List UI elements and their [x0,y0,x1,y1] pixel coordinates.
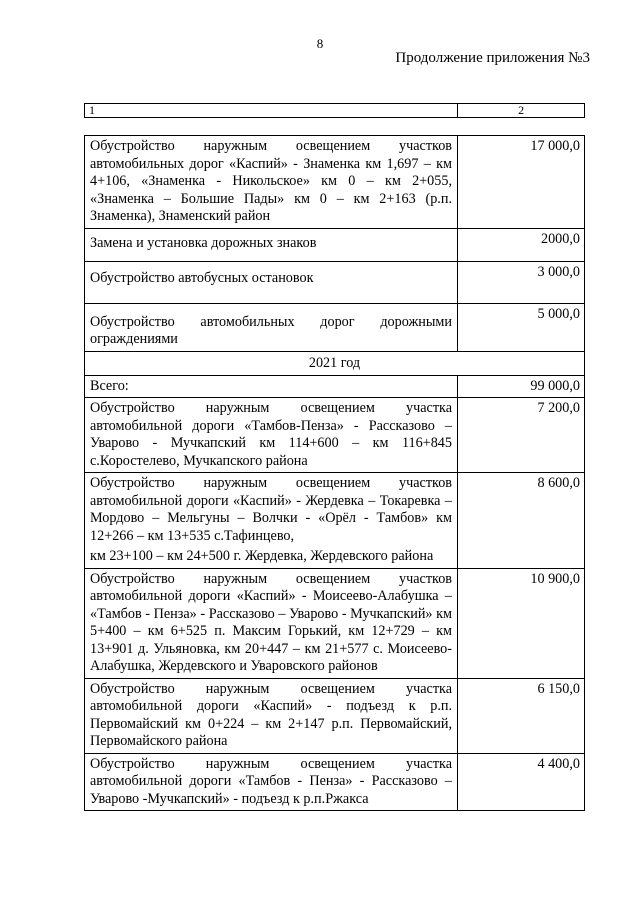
row-description-part1: Обустройство наружным освещением участков автомобильной дороги «Каспий» - Жердевка – Токаревка –Мордово – Мельгуны – Волчки - «Орёл - Тамбов» км 12+266 – км 13+535 с.Тафинцево, [90,475,452,544]
row-amount: 10 900,0 [458,568,585,678]
row-description: Обустройство наружным освещением участков автомобильных дорог «Каспий» - Знаменка км 1,697 – км 4+106, «Знаменка - Никольское» км 0 – км 2+055, «Знаменка – Большие Пады» км 0 – км 2+163 (р.п. Знаменка), Знаменский район [85,136,458,229]
row-amount: 8 600,0 [458,473,585,569]
funding-table [84,135,585,811]
row-description: Обустройство наружным освещением участка автомобильной дороги «Тамбов-Пенза» - Рассказово – Уварово - Мучкапский км 114+600 – км 116+845 с.Коростелево, Мучкапского района [85,398,458,473]
table-row [85,678,585,753]
row-amount: 7 200,0 [458,398,585,473]
row-amount: 17 000,0 [458,136,585,229]
year-heading-row [85,351,585,375]
table-header [84,103,585,118]
table-row [85,228,585,261]
table-row [85,136,585,229]
total-label: Всего: [85,375,458,398]
row-description: Обустройство наружным освещением участка автомобильной дороги «Тамбов - Пенза» - Рассказово – Уварово -Мучкапский» - подъезд к р.п.Ржакса [85,753,458,811]
page-number: 8 [316,36,324,51]
row-amount: 4 400,0 [458,753,585,811]
appendix-continuation-note: Продолжение приложения №3 [395,50,590,66]
row-description: Обустройство автомобильных дорог дорожными ограждениями [85,303,458,351]
table-row [85,473,585,569]
row-amount: 5 000,0 [458,303,585,351]
table-row [85,261,585,303]
row-description: Замена и установка дорожных знаков [85,228,458,261]
table-row [85,303,585,351]
row-description: Обустройство наружным освещением участков автомобильной дороги «Каспий» - Моисеево-Алабушка – «Тамбов - Пенза» - Рассказово – Уварово - Мучкапский» км 5+400 – км 6+525 п. Максим Горький, км 12+729 – км 13+901 д. Ульяновка, км 20+447 – км 21+577 с. Моисеево-Алабушка, Жердевского и Уваровского районов [85,568,458,678]
row-description [85,473,458,569]
row-description: Обустройство наружным освещением участка автомобильной дороги «Каспий» - подъезд к р.п. Первомайский км 0+224 – км 2+147 р.п. Первомайский, Первомайского района [85,678,458,753]
row-description: Обустройство автобусных остановок [85,261,458,303]
row-amount: 2000,0 [458,228,585,261]
table-row [85,753,585,811]
total-value: 99 000,0 [458,375,585,398]
total-row [85,375,585,398]
year-heading: 2021 год [85,351,585,375]
table-row [85,398,585,473]
table-row [85,568,585,678]
row-amount: 3 000,0 [458,261,585,303]
row-amount: 6 150,0 [458,678,585,753]
column-header-2: 2 [458,104,585,118]
row-description-part2: км 23+100 – км 24+500 г. Жердевка, Жердевского района [90,548,434,564]
column-header-1: 1 [85,104,458,118]
